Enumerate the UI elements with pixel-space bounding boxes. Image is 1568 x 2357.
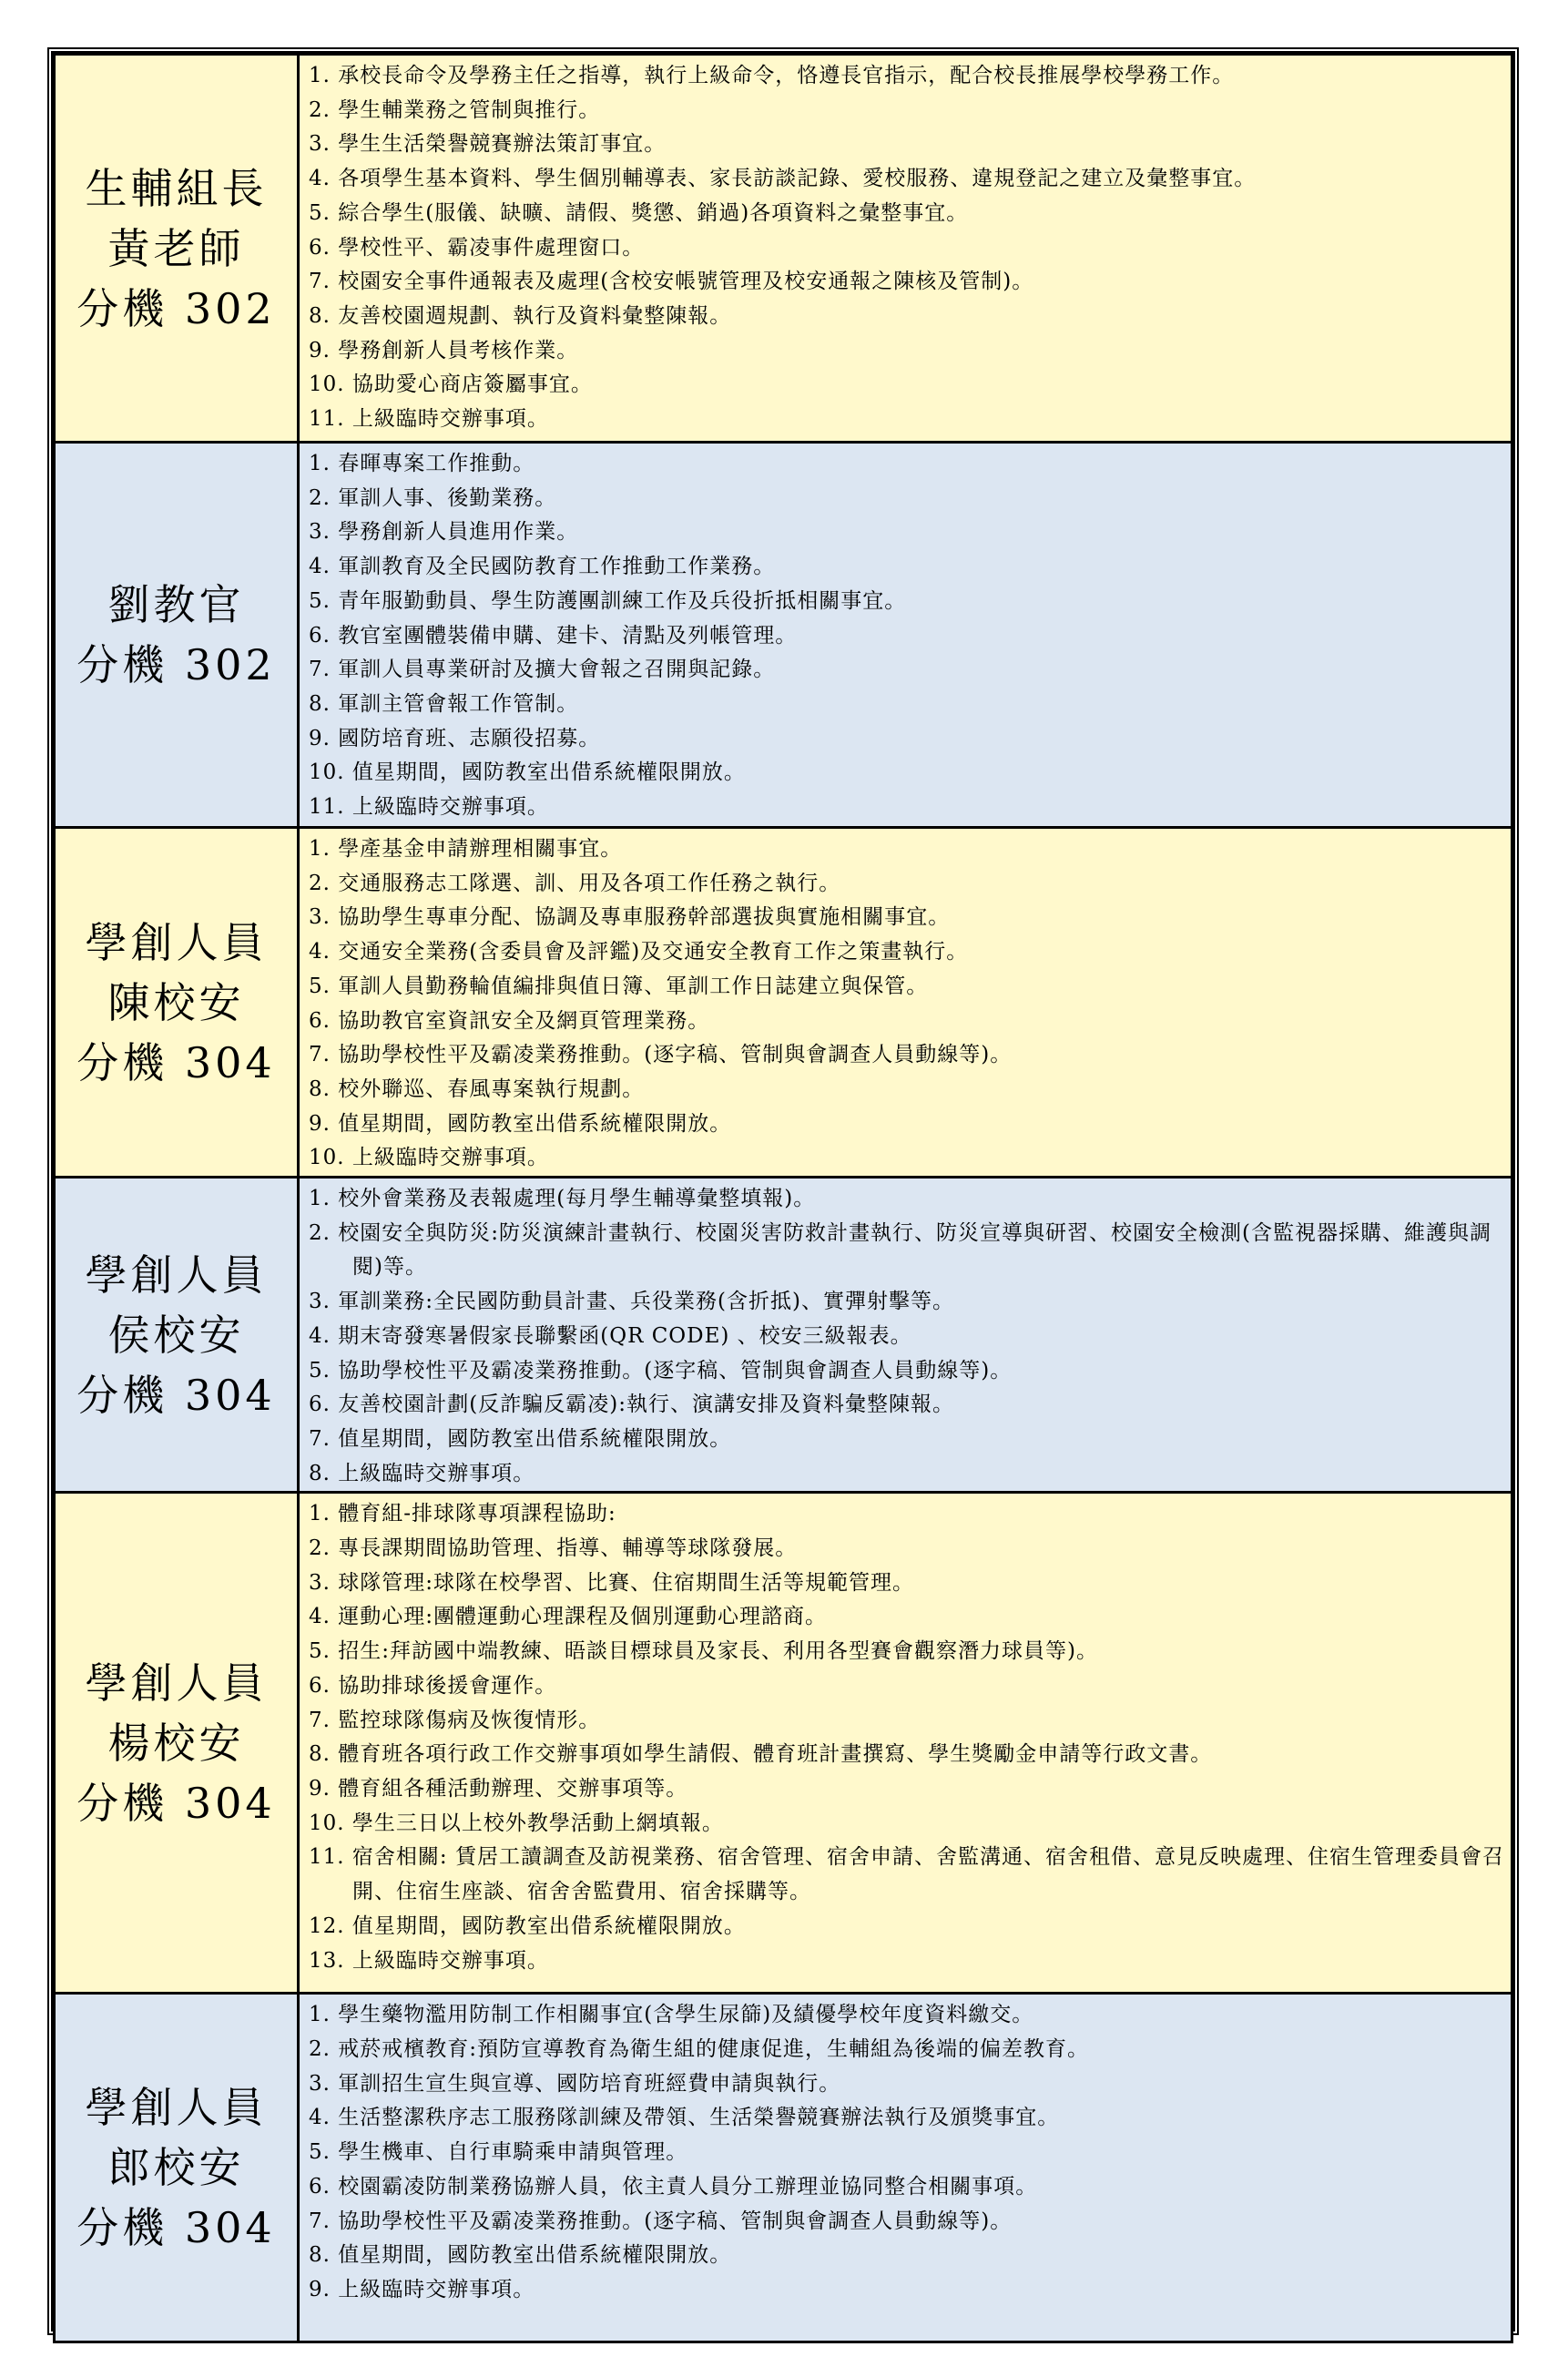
task-item: 2. 學生輔業務之管制與推行。 — [309, 97, 601, 122]
task-item: 1. 學產基金申請辦理相關事宜。 — [309, 837, 623, 861]
role-title: 生輔組長 — [85, 163, 268, 213]
task-item: 2. 專長課期間協助管理、指導、輔導等球隊發展。 — [309, 1536, 798, 1561]
task-item: 8. 值星期間，國防教室出借系統權限開放。 — [309, 2243, 732, 2268]
task-list — [309, 1497, 1511, 1978]
duty-row — [55, 1178, 1512, 1493]
task-item: 5. 學生機車、自行車騎乘申請與管理。 — [309, 2140, 688, 2165]
task-item: 3. 學務創新人員進用作業。 — [309, 520, 579, 545]
task-item: 9. 體育組各種活動辦理、交辦事項等。 — [309, 1776, 688, 1801]
task-item: 5. 青年服勤動員、學生防護團訓練工作及兵役折抵相關事宜。 — [309, 588, 907, 613]
role-person: 侯校安 — [107, 1310, 245, 1360]
task-item: 8. 體育班各項行政工作交辦事項如學生請假、體育班計畫撰寫、學生獎勵金申請等行政文書。 — [309, 1742, 1213, 1767]
duty-row — [55, 828, 1512, 1178]
role-cell — [55, 1994, 299, 2342]
task-item: 10. 學生三日以上校外教學活動上網填報。 — [309, 1811, 724, 1835]
task-item: 7. 協助學校性平及霸凌業務推動。(逐字稿、管制與會調查人員動線等)。 — [309, 2209, 1013, 2233]
task-item: 2. 校園安全與防災:防災演練計畫執行、校園災害防救計畫執行、防災宣導與研習、校園安全檢測(含監視器採購、維護與調閱)等。 — [309, 1220, 1492, 1280]
task-item: 3. 軍訓業務:全民國防動員計畫、兵役業務(含折抵)、實彈射擊等。 — [309, 1290, 954, 1314]
role-extension: 分機 304 — [76, 1370, 276, 1420]
task-item: 6. 教官室團體裝備申購、建卡、清點及列帳管理。 — [309, 623, 798, 648]
role-cell — [55, 1493, 299, 1994]
task-item: 5. 軍訓人員勤務輪值編排與值日簿、軍訓工作日誌建立與保管。 — [309, 974, 929, 998]
task-item: 4. 期末寄發寒暑假家長聯繫函(QR CODE) 、校安三級報表。 — [309, 1323, 912, 1348]
task-item: 5. 協助學校性平及霸凌業務推動。(逐字稿、管制與會調查人員動線等)。 — [309, 1358, 1013, 1383]
task-item: 5. 招生:拜訪國中端教練、晤談目標球員及家長、利用各型賽會觀察潛力球員等)。 — [309, 1639, 1098, 1664]
role-extension: 分機 302 — [76, 640, 276, 689]
task-item: 8. 上級臨時交辦事項。 — [309, 1461, 535, 1485]
role-extension: 分機 304 — [76, 2203, 276, 2253]
items-cell — [299, 1994, 1512, 2342]
task-list — [309, 447, 1511, 825]
task-item: 6. 友善校園計劃(反詐騙反霸凌):執行、演講安排及資料彙整陳報。 — [309, 1393, 954, 1417]
role-extension: 分機 302 — [76, 283, 276, 333]
task-item: 8. 軍訓主管會報工作管制。 — [309, 691, 579, 716]
task-item: 7. 協助學校性平及霸凌業務推動。(逐字稿、管制與會調查人員動線等)。 — [309, 1043, 1013, 1067]
items-cell — [299, 1178, 1512, 1493]
task-item: 1. 體育組-排球隊專項課程協助: — [309, 1502, 616, 1526]
task-item: 4. 生活整潔秩序志工服務隊訓練及帶領、生活榮譽競賽辦法執行及頒獎事宜。 — [309, 2106, 1060, 2130]
duty-table-frame — [47, 47, 1519, 2335]
task-item: 11. 上級臨時交辦事項。 — [309, 795, 549, 820]
duty-row — [55, 55, 1512, 443]
task-item: 1. 春暉專案工作推動。 — [309, 452, 535, 475]
role-cell — [55, 828, 299, 1178]
role-person: 陳校安 — [107, 977, 245, 1027]
task-item: 7. 軍訓人員專業研討及擴大會報之召開與記錄。 — [309, 658, 776, 682]
task-list — [309, 832, 1511, 1176]
task-item: 10. 上級臨時交辦事項。 — [309, 1146, 549, 1170]
role-title: 學創人員 — [85, 2083, 268, 2133]
task-item: 6. 協助排球後援會運作。 — [309, 1673, 557, 1698]
duty-row — [55, 1994, 1512, 2342]
task-item: 3. 球隊管理:球隊在校學習、比賽、住宿期間生活等規範管理。 — [309, 1570, 915, 1595]
task-item: 8. 校外聯巡、春風專案執行規劃。 — [309, 1076, 645, 1101]
task-item: 4. 各項學生基本資料、學生個別輔導表、家長訪談記錄、愛校服務、違規登記之建立及彙整事宜。 — [309, 167, 1257, 191]
task-list — [309, 59, 1511, 437]
task-item: 1. 學生藥物濫用防制工作相關事宜(含學生尿篩)及績優學校年度資料繳交。 — [309, 2003, 1034, 2027]
task-item: 6. 學校性平、霸凌事件處理窗口。 — [309, 235, 645, 260]
task-item: 2. 軍訓人事、後勤業務。 — [309, 485, 557, 510]
role-title: 學創人員 — [85, 917, 268, 967]
role-title: 學創人員 — [85, 1250, 268, 1300]
task-item: 9. 上級臨時交辦事項。 — [309, 2277, 535, 2301]
role-cell — [55, 1178, 299, 1493]
task-item: 3. 協助學生專車分配、協調及專車服務幹部選拔與實施相關事宜。 — [309, 905, 951, 930]
task-item: 9. 國防培育班、志願役招募。 — [309, 726, 601, 750]
task-item: 11. 宿舍相關: 賃居工讀調查及訪視業務、宿舍管理、宿舍申請、舍監溝通、宿舍租借、意見反映處理、住宿生管理委員會召開、住宿生座談、宿舍舍監費用、宿舍採購等。 — [309, 1845, 1504, 1904]
role-cell — [55, 443, 299, 828]
duty-row — [55, 1493, 1512, 1994]
items-cell — [299, 828, 1512, 1178]
task-list — [309, 1998, 1511, 2307]
task-item: 3. 學生生活榮譽競賽辦法策訂事宜。 — [309, 132, 667, 157]
role-person: 楊校安 — [107, 1718, 245, 1768]
role-title: 學創人員 — [85, 1658, 268, 1708]
task-item: 6. 協助教官室資訊安全及網頁管理業務。 — [309, 1008, 710, 1033]
role-extension: 分機 304 — [76, 1037, 276, 1087]
task-item: 9. 學務創新人員考核作業。 — [309, 338, 579, 362]
task-item: 10. 協助愛心商店簽屬事宜。 — [309, 372, 593, 397]
task-item: 6. 校園霸凌防制業務協辦人員，依主責人員分工辦理並協同整合相關事項。 — [309, 2174, 1038, 2199]
task-item: 10. 值星期間，國防教室出借系統權限開放。 — [309, 760, 746, 785]
task-item: 3. 軍訓招生宣生與宣導、國防培育班經費申請與執行。 — [309, 2071, 841, 2096]
task-item: 2. 戒菸戒檳教育:預防宣導教育為衛生組的健康促進，生輔組為後端的偏差教育。 — [309, 2037, 1090, 2062]
task-item: 9. 值星期間，國防教室出借系統權限開放。 — [309, 1111, 732, 1136]
task-item: 12. 值星期間，國防教室出借系統權限開放。 — [309, 1913, 746, 1938]
role-person: 郎校安 — [107, 2143, 245, 2193]
task-item: 8. 友善校園週規劃、執行及資料彙整陳報。 — [309, 303, 732, 328]
items-cell — [299, 1493, 1512, 1994]
items-cell — [299, 443, 1512, 828]
task-item: 2. 交通服務志工隊選、訓、用及各項工作任務之執行。 — [309, 871, 841, 895]
task-item: 4. 軍訓教育及全民國防教育工作推動工作業務。 — [309, 555, 776, 579]
task-item: 1. 校外會業務及表報處理(每月學生輔導彙整填報)。 — [309, 1187, 816, 1211]
task-item: 5. 綜合學生(服儀、缺曠、請假、獎懲、銷過)各項資料之彙整事宜。 — [309, 200, 969, 225]
task-item: 4. 交通安全業務(含委員會及評鑑)及交通安全教育工作之策畫執行。 — [309, 940, 969, 964]
task-item: 7. 值星期間，國防教室出借系統權限開放。 — [309, 1426, 732, 1451]
role-cell — [55, 55, 299, 443]
items-cell — [299, 55, 1512, 443]
task-item: 4. 運動心理:團體運動心理課程及個別運動心理諮商。 — [309, 1605, 828, 1629]
task-list — [309, 1182, 1511, 1491]
task-item: 1. 承校長命令及學務主任之指導，執行上級命令，恪遵長官指示，配合校長推展學校學務工作。 — [309, 64, 1235, 87]
task-item: 13. 上級臨時交辦事項。 — [309, 1948, 549, 1973]
task-item: 7. 監控球隊傷病及恢復情形。 — [309, 1708, 601, 1732]
duty-table — [53, 53, 1513, 2343]
task-item: 7. 校園安全事件通報表及處理(含校安帳號管理及校安通報之陳核及管制)。 — [309, 270, 1034, 294]
role-extension: 分機 304 — [76, 1778, 276, 1828]
task-item: 11. 上級臨時交辦事項。 — [309, 407, 549, 432]
duty-row — [55, 443, 1512, 828]
role-person: 黃老師 — [107, 223, 245, 273]
role-person: 劉教官 — [107, 580, 245, 629]
